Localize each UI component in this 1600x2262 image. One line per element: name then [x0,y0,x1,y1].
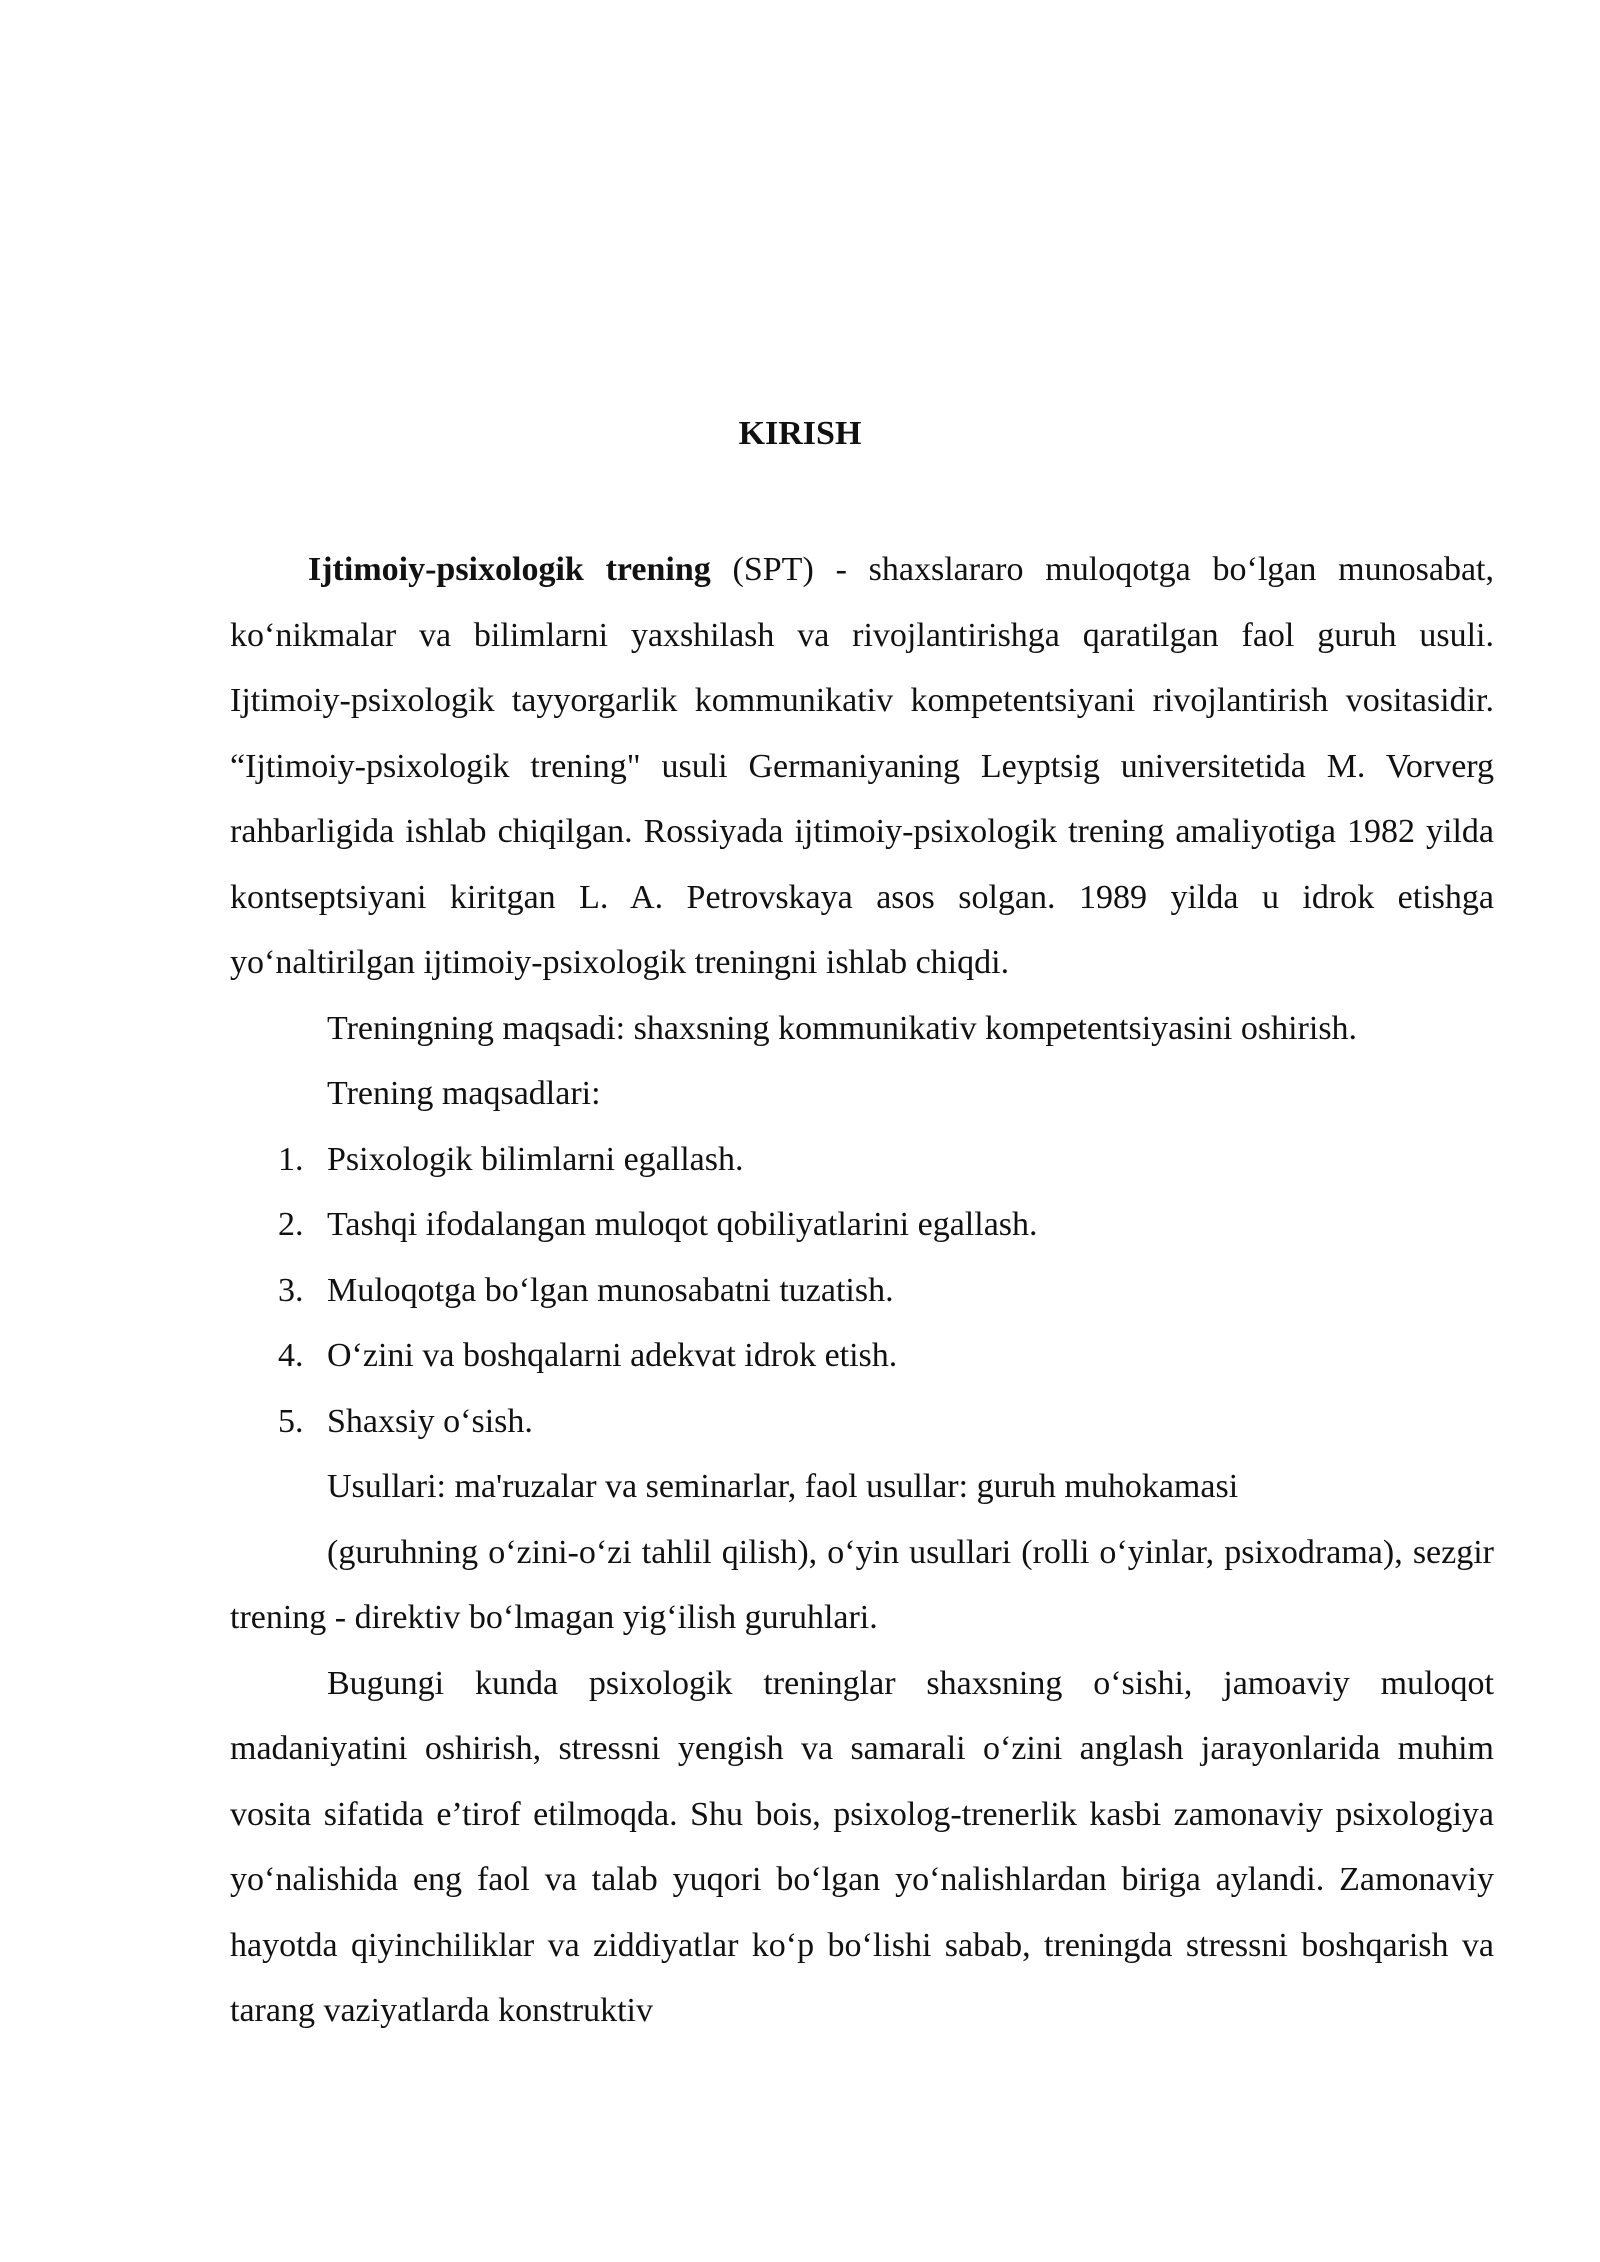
methods-line: Usullari: ma'ruzalar va seminarlar, faol usullar: guruh muhokamasi [327,1468,1239,1505]
intro-bold-term: Ijtimoiy-psixologik trening [308,551,711,588]
goals-heading: Trening maqsadlari: [327,1075,601,1112]
list-item-text: Shaxsiy o‘sish. [327,1402,533,1440]
goals-list [230,1127,1494,1455]
list-item-number: 3. [278,1271,304,1309]
list-item-text: O‘zini va boshqalarni adekvat idrok etish. [327,1337,898,1374]
methods-paragraph: (guruhning o‘zini-o‘zi tahlil qilish), o‘yin usullari (rolli o‘yinlar, psixodrama), sezgir trening - direktiv bo‘lmagan yig‘ilish guruhlari. [230,1533,1494,1636]
list-item-number: 5. [278,1402,304,1440]
document-body [230,537,1494,2044]
list-item-text: Muloqotga bo‘lgan munosabatni tuzatish. [327,1271,894,1309]
intro-text: (SPT) - shaxslararo muloqotga bo‘lgan munosabat, ko‘nikmalar va bilimlarni yaxshilash va rivojlantirishga qaratilgan faol guruh usuli. Ijtimoiy-psixologik tayyorgarlik kommunikativ kompetentsiyani rivojlantirish vositasidir. “Ijtimoiy-psixologik trening" usuli Germaniyaning Leyptsig universitetida M. Vorverg rahbarligida ishlab chiqilgan. Rossiyada ijtimoiy-psixologik trening amaliyotiga 1982 yilda kontseptsiyani kiritgan L. A. Petrovskaya asos solgan. 1989 yilda u idrok etishga yo‘naltirilgan ijtimoiy-psixologik treningni ishlab chiqdi. [230,551,1494,981]
list-item [230,1258,1494,1324]
list-item [230,1127,1494,1193]
list-item-text: Psixologik bilimlarni egallash. [327,1140,744,1178]
page-title: KIRISH [738,415,862,452]
list-item [230,1323,1494,1389]
list-item-number: 2. [278,1206,304,1243]
list-item [230,1192,1494,1258]
final-paragraph: Bugungi kunda psixologik treninglar shaxsning o‘sishi, jamoaviy muloqot madaniyatini oshirish, stressni yengish va samarali o‘zini anglash jarayonlarida muhim vosita sifatida e’tirof etilmoqda. Shu bois, psixolog-trenerlik kasbi zamonaviy psixologiya yo‘nalishida eng faol va talab yuqori bo‘lgan yo‘nalishlardan biriga aylandi. Zamonaviy hayotda qiyinchiliklar va ziddiyatlar ko‘p bo‘lishi sabab, treningda stressni boshqarish va tarang vaziyatlarda konstruktiv [230,1664,1494,2029]
list-item [230,1389,1494,1455]
intro-paragraph [230,537,1494,996]
goal-line: Treningning maqsadi: shaxsning kommunikativ kompetentsiyasini oshirish. [327,1009,1358,1047]
list-item-number: 1. [278,1140,304,1178]
list-item-number: 4. [278,1337,304,1374]
list-item-text: Tashqi ifodalangan muloqot qobiliyatlarini egallash. [327,1206,1038,1243]
